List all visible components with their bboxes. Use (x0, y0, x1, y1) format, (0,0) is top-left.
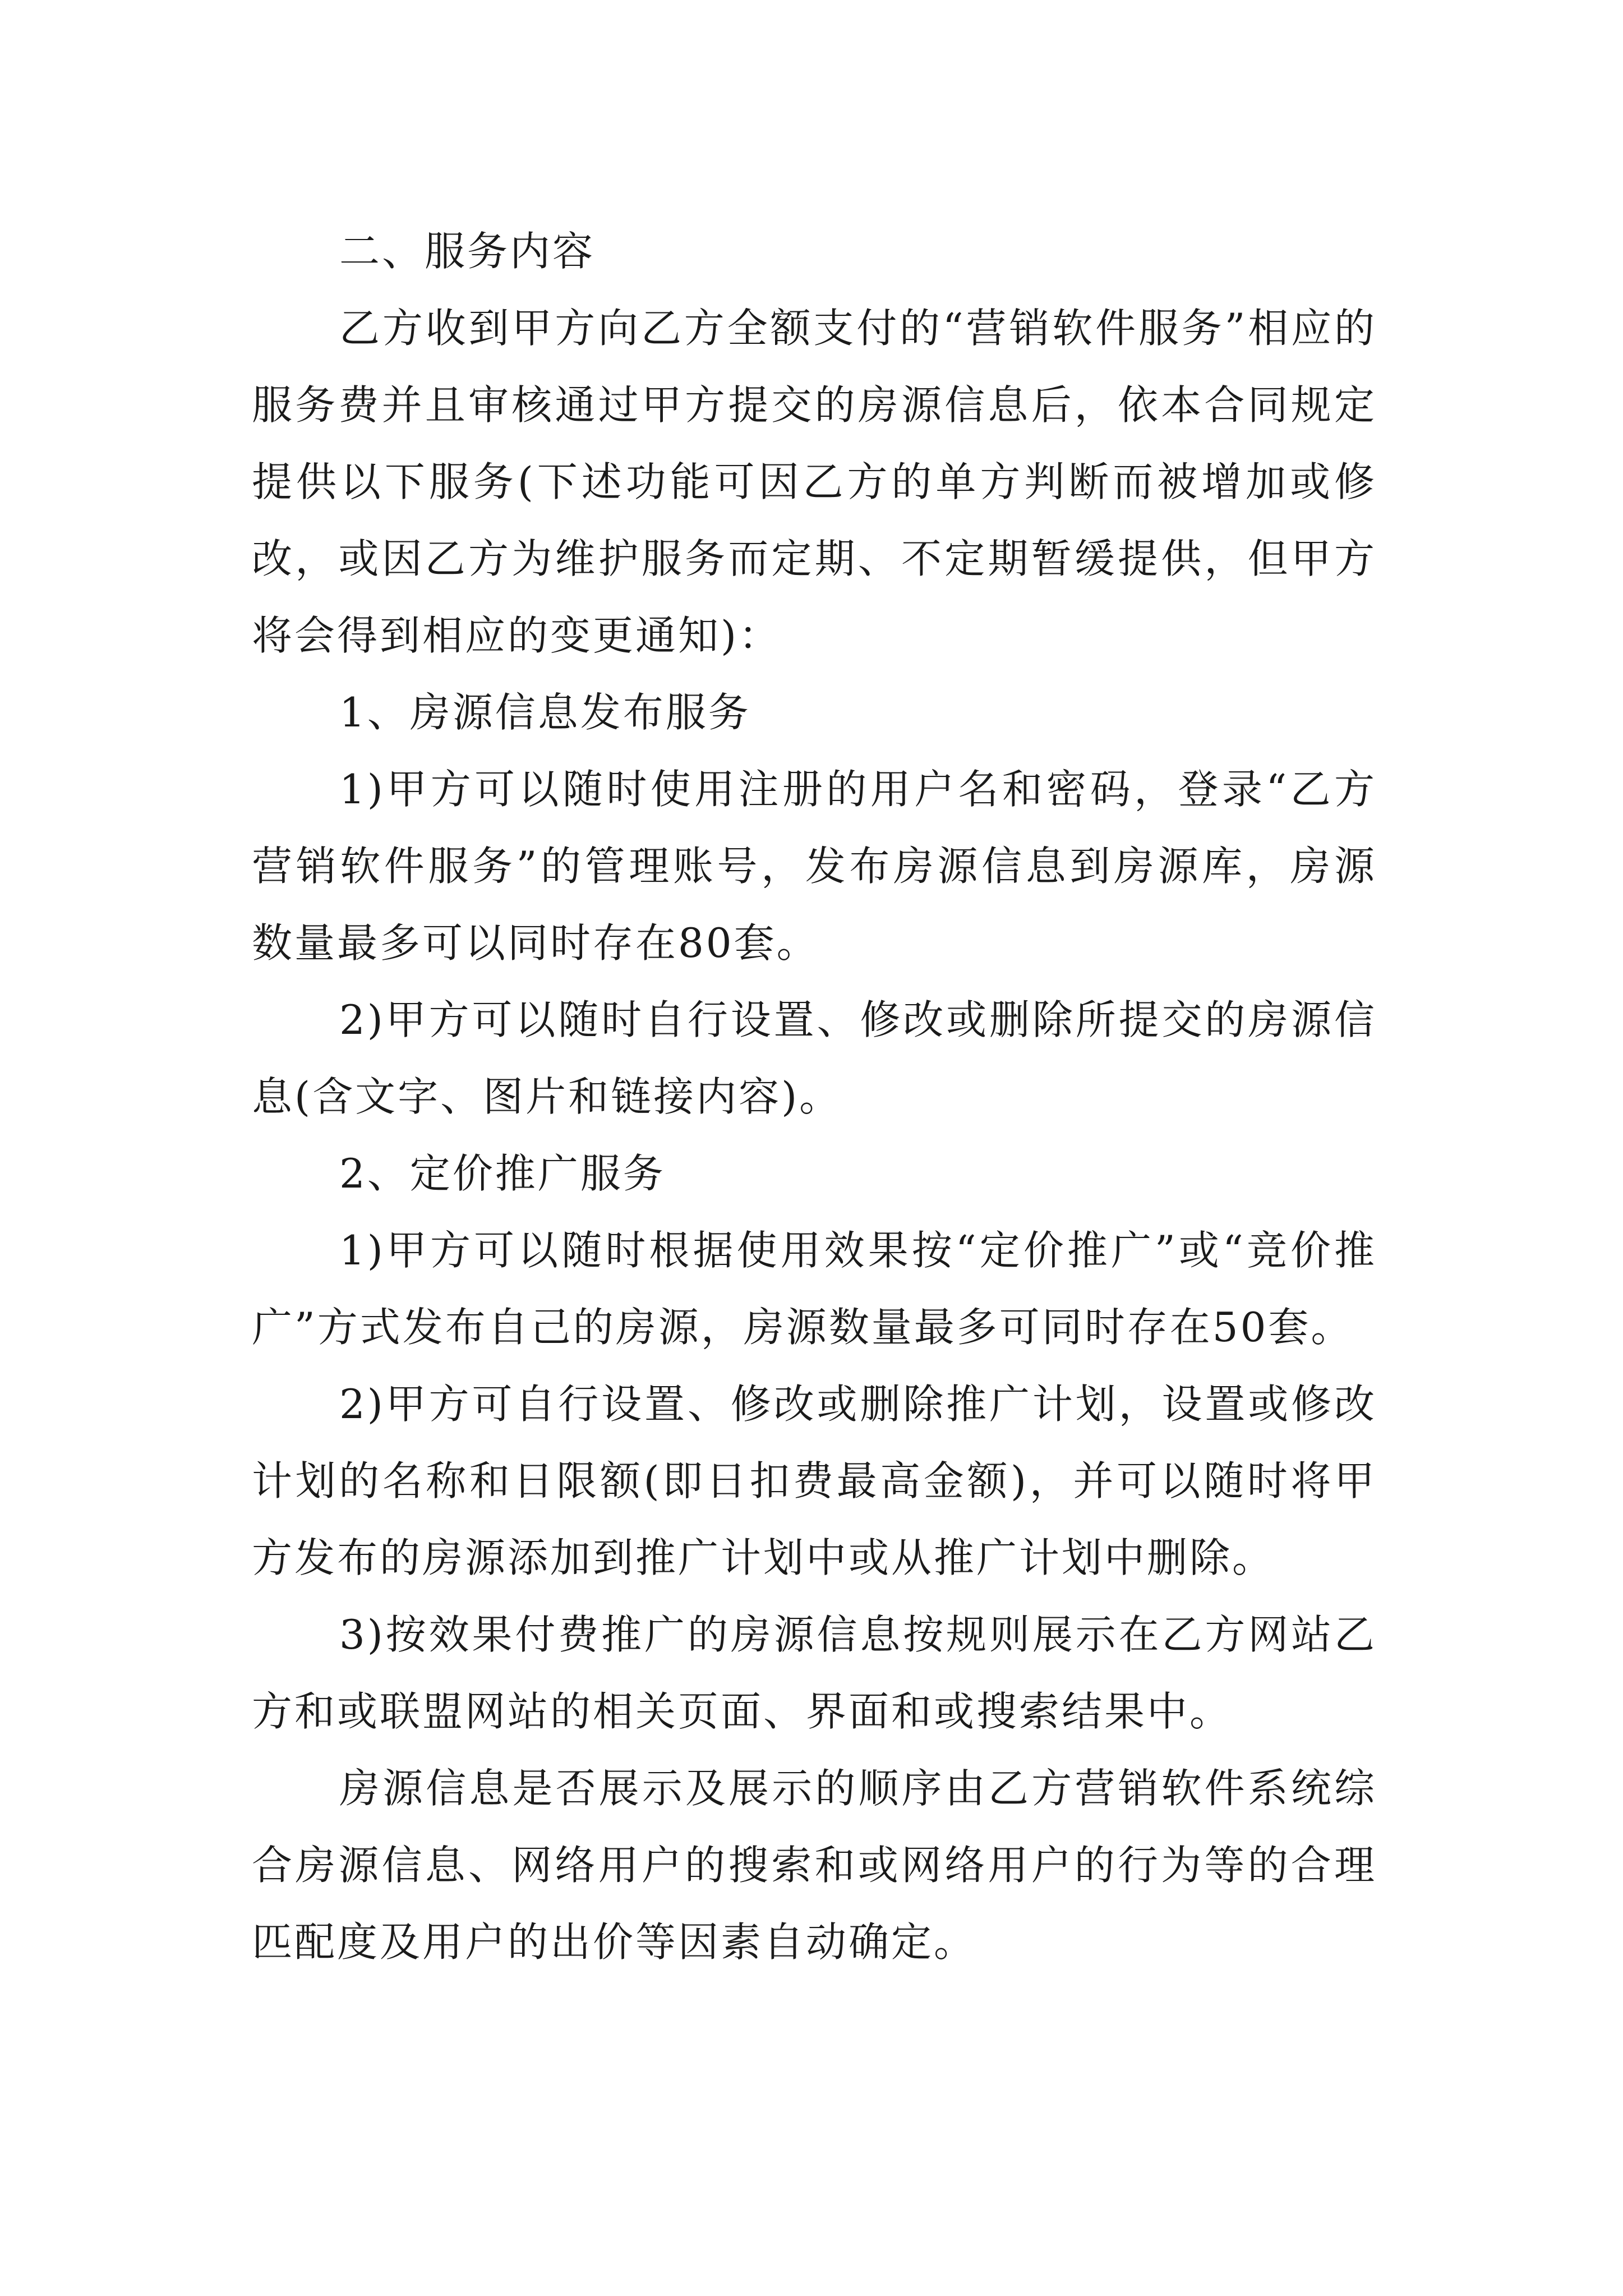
paragraph-listing-item-2: 2)甲方可以随时自行设置、修改或删除所提交的房源信息(含文字、图片和链接内容)。 (252, 996, 1377, 1120)
section-heading-service-content: 二、服务内容 (339, 228, 596, 275)
paragraph-listing-item-1: 1)甲方可以随时使用注册的用户名和密码，登录“乙方营销软件服务”的管理账号，发布房源信息到房源库，房源数量最多可以同时存在80套。 (252, 766, 1377, 967)
subheading-listing-publish-service: 1、房源信息发布服务 (339, 689, 751, 736)
paragraph-promotion-item-1: 1)甲方可以随时根据使用效果按“定价推广”或“竞价推广”方式发布自己的房源，房源数量最多可同时存在50套。 (252, 1227, 1377, 1351)
paragraph-promotion-item-3: 3)按效果付费推广的房源信息按规则展示在乙方网站乙方和或联盟网站的相关页面、界面和或搜索结果中。 (252, 1611, 1377, 1735)
paragraph-service-intro: 乙方收到甲方向乙方全额支付的“营销软件服务”相应的服务费并且审核通过甲方提交的房源信息后，依本合同规定提供以下服务(下述功能可因乙方的单方判断而被增加或修改，或因乙方为维护服务而定期、不定期暂缓提供，但甲方将会得到相应的变更通知)： (252, 305, 1377, 659)
subheading-fixed-price-promotion: 2、定价推广服务 (339, 1150, 666, 1197)
paragraph-promotion-item-2: 2)甲方可自行设置、修改或删除推广计划，设置或修改计划的名称和日限额(即日扣费最高金额)，并可以随时将甲方发布的房源添加到推广计划中或从推广计划中删除。 (252, 1381, 1377, 1581)
paragraph-display-rules: 房源信息是否展示及展示的顺序由乙方营销软件系统综合房源信息、网络用户的搜索和或网络用户的行为等的合理匹配度及用户的出价等因素自动确定。 (252, 1765, 1377, 1966)
document-body (252, 213, 1377, 1981)
